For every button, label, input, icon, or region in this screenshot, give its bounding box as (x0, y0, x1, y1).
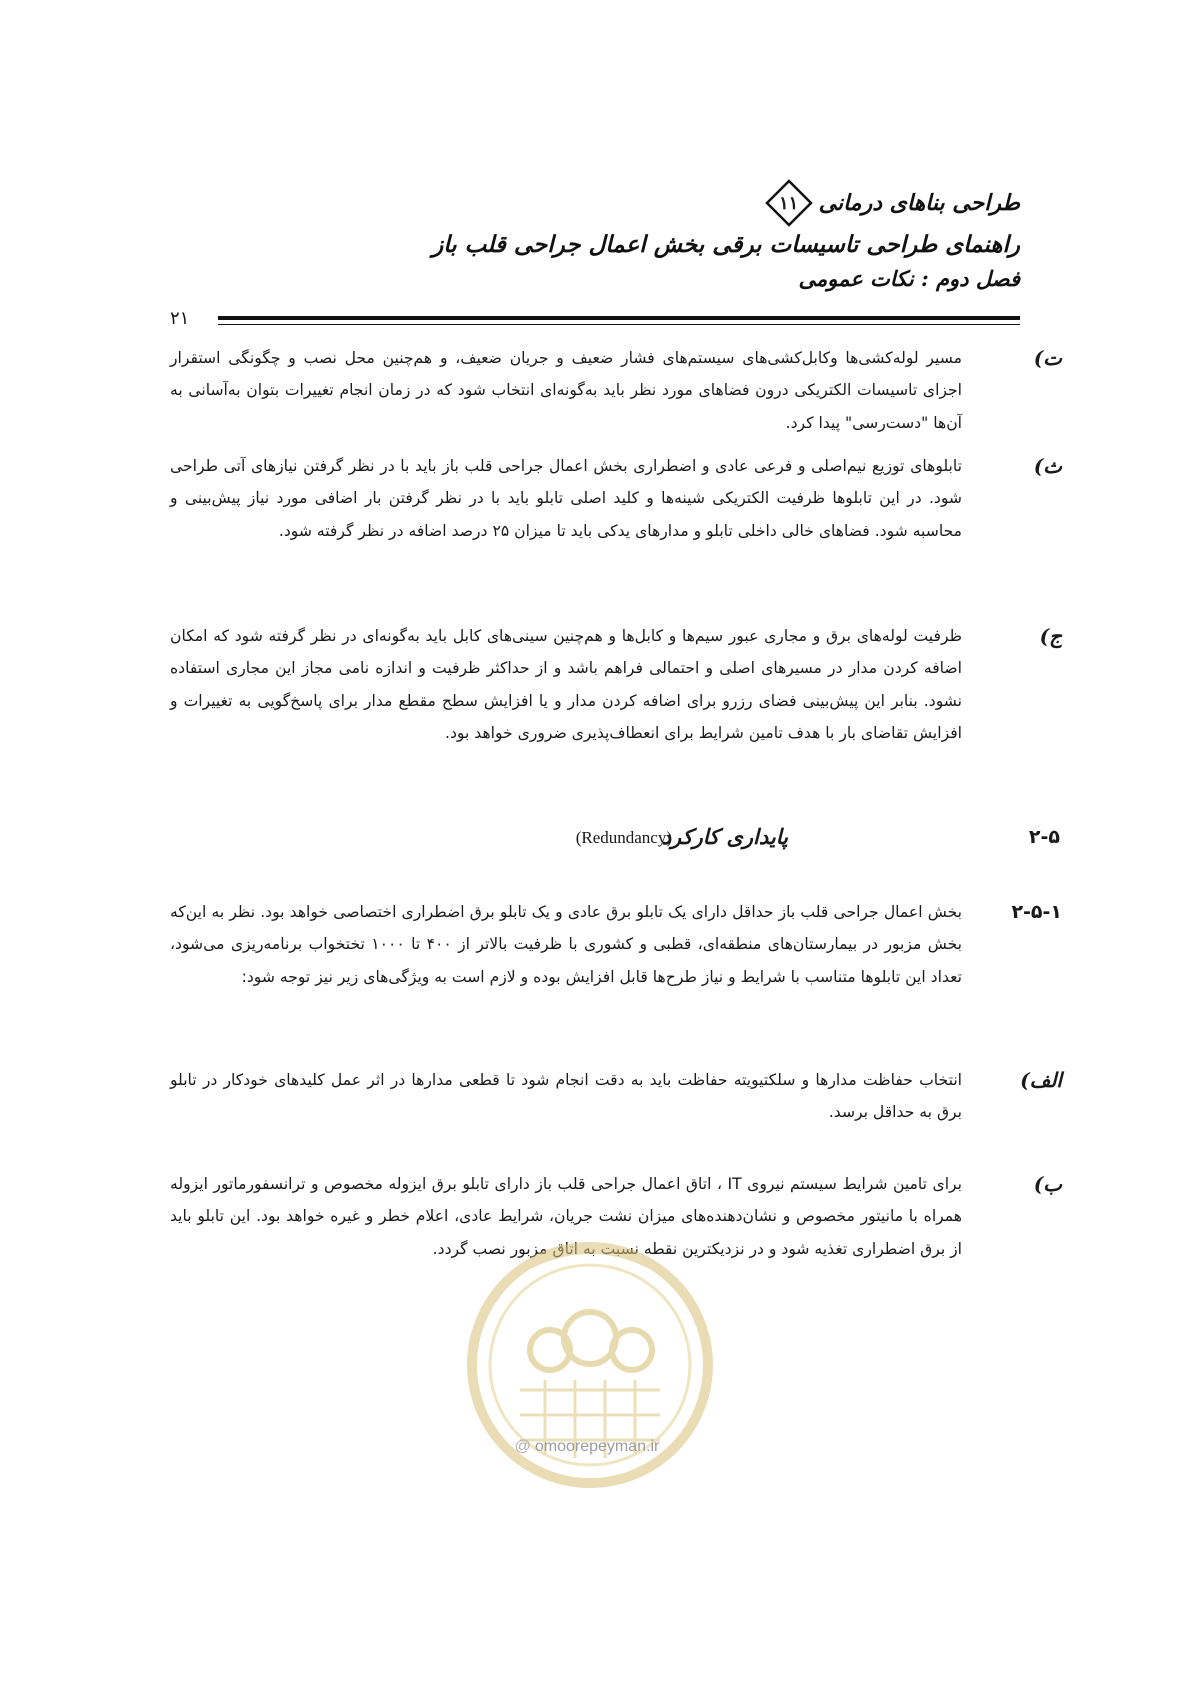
volume-badge (765, 179, 813, 227)
subsection-number: ۲-۵-۱ (1011, 901, 1062, 923)
watermark-site (462, 1438, 712, 1456)
list-item (170, 342, 1062, 455)
item-marker: ج) (1039, 624, 1062, 648)
section-number: ۲-۵ (1028, 826, 1060, 848)
item-text: تابلوهای توزیع نیم‌اصلی و فرعی عادی و اضطراری بخش اعمال جراحی قلب باز باید با در نظر گرفتن نیازهای آتی طراحی شود. در این تابلوها ظرفیت الکتریکی شینه‌ها و کلید اصلی تابلو باید با در نظر گرفتن بار اضافی مورد نیاز پیش‌بینی و محاسبه شود. فضاهای خالی داخلی تابلو و مدارهای یدکی باید تا میزان ۲۵ درصد اضافه در نظر گرفته شود. (170, 457, 962, 540)
list-item (170, 1064, 1062, 1144)
section-title-english: (Redundancy) (575, 828, 672, 847)
header-rule-thick (218, 316, 1020, 320)
item-marker: الف) (1020, 1068, 1062, 1092)
item-text: انتخاب حفاظت مدارها و سلکتیویته حفاظت باید به دقت انجام شود تا قطعی مدارها در اثر عمل کلیدهای خودکار در تابلو برق به حداقل برسد. (170, 1071, 962, 1122)
list-item (170, 450, 1062, 563)
item-text: برای تامین شرایط سیستم نیروی IT ، اتاق اعمال جراحی قلب باز دارای تابلو برق ایزوله مخصوص و ترانسفورماتور ایزوله همراه با مانیتور مخصوص و نشان‌دهنده‌های میزان نشت جریان، شرایط عادی، اعلام خطر و غیره خواهد بود. این تابلو باید از برق اضطراری تغذیه شود و در نزدیکترین نقطه نسبت به اتاق مزبور نصب گردد. (170, 1175, 962, 1258)
chapter-title: فصل دوم : نکات عمومی (798, 266, 1020, 291)
item-text: ظرفیت لوله‌های برق و مجاری عبور سیم‌ها و کابل‌ها و هم‌چنین سینی‌های کابل باید به‌گونه‌ای در نظر گرفته شود که امکان اضافه کردن مدار در مسیرهای اصلی و احتمالی فراهم باشد و از حداکثر ظرفیت و اندازه نامی مجاز این مجاری استفاده نشود. بنابر این پیش‌بینی فضای رزرو برای اضافه کردن مدار و یا افزایش سطح مقطع مدار برای پاسخ‌گویی به تغییرات و افزایش تقاضای بار با هدف تامین شرایط برای انعطاف‌پذیری ضروری خواهد بود. (170, 627, 962, 743)
section-heading (170, 826, 1060, 862)
item-marker: ت) (1033, 346, 1062, 370)
at-icon: @ (514, 1438, 531, 1455)
book-title-line (170, 180, 1020, 226)
header-rule (170, 308, 1020, 332)
watermark-seal (450, 1230, 730, 1500)
header-rule-thin (218, 324, 1020, 325)
watermark-site-text: omoorepeyman.ir (534, 1438, 660, 1455)
list-item (170, 620, 1062, 765)
subsection-text: بخش اعمال جراحی قلب باز حداقل دارای یک تابلو برق عادی و یک تابلو برق اضطراری اختصاصی خواهد بود. نظر به این‌که بخش مزبور در بیمارستان‌های منطقه‌ای، قطبی و کشوری با ظرفیت بالاتر از ۴۰۰ تا ۱۰۰۰ تختخواب برنامه‌ریزی می‌شود، تعداد این تابلوها متناسب با شرایط و نیاز طرح‌ها قابل افزایش بوده و لازم است به ویژگی‌های زیر نیز توجه شود: (170, 903, 962, 986)
page-header (170, 180, 1020, 296)
volume-number: ۱۱ (778, 192, 799, 214)
item-text: مسیر لوله‌کشی‌ها وکابل‌کشی‌های سیستم‌های فشار ضعیف و جریان ضعیف، و هم‌چنین محل نصب و چگونگی استقرار اجزای تاسیسات الکتریکی درون فضاهای مورد نظر باید به‌گونه‌ای انتخاب شود که در زمان انجام تغییرات بتوان به‌آسانی به آن‌ها "دست‌رسی" پیدا کرد. (170, 349, 962, 432)
item-marker: ب) (1033, 1172, 1062, 1196)
section-title: پایداری کارکرد (661, 824, 788, 849)
guide-title: راهنمای طراحی تاسیسات برقی بخش اعمال جراحی قلب باز (432, 231, 1020, 258)
page-number: ۲۱ (170, 308, 190, 329)
book-title: طراحی بناهای درمانی (818, 190, 1020, 216)
subsection (170, 896, 1062, 1009)
omoorepeyman-seal-logo-icon (450, 1230, 730, 1500)
item-marker: ث) (1033, 454, 1062, 478)
